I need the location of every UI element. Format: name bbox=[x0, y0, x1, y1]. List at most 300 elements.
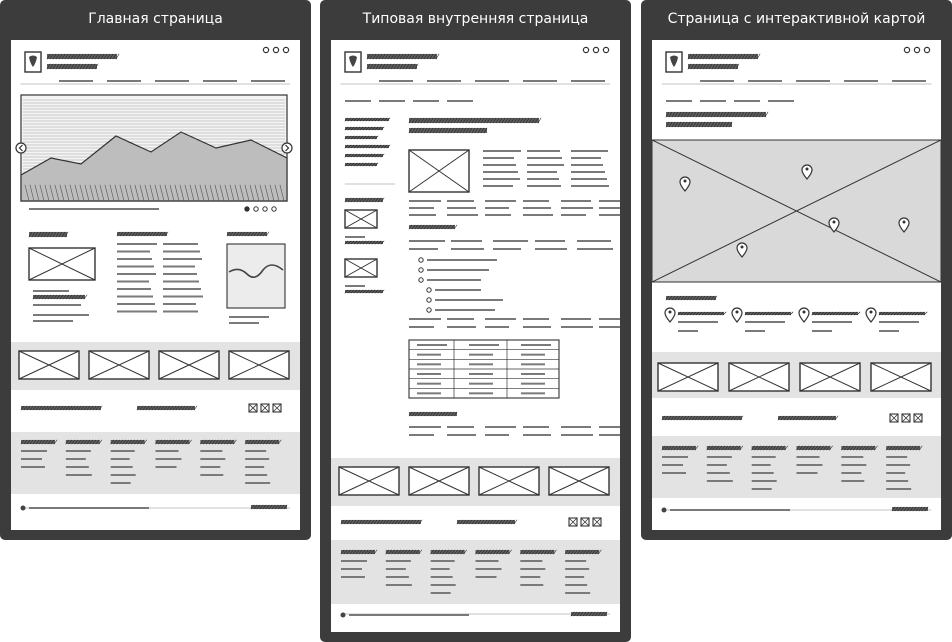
article-text-line bbox=[485, 434, 509, 436]
footer-link bbox=[111, 458, 130, 460]
events-text-line bbox=[163, 296, 203, 298]
nav-item-line bbox=[107, 80, 141, 82]
map-pin-icon bbox=[736, 311, 739, 314]
article-text-line bbox=[561, 326, 593, 328]
footer-bullet-icon bbox=[21, 506, 26, 511]
events-text-line bbox=[163, 266, 195, 268]
copyright-line bbox=[29, 507, 149, 509]
article-text-line bbox=[527, 178, 559, 180]
address-line bbox=[678, 330, 698, 332]
footer-contact-scribble bbox=[662, 416, 742, 420]
footer-link bbox=[707, 456, 732, 458]
article-text-line bbox=[571, 157, 601, 159]
article-text-line bbox=[485, 318, 516, 320]
nav-item-line bbox=[796, 80, 830, 82]
slider-dot bbox=[254, 207, 258, 211]
article-text-line bbox=[527, 185, 561, 187]
footer-link bbox=[752, 472, 774, 474]
article-text-line bbox=[535, 248, 567, 250]
map-pin-icon bbox=[870, 311, 873, 314]
footer-link bbox=[245, 474, 267, 476]
footer-link bbox=[21, 450, 47, 452]
address-line bbox=[812, 330, 832, 332]
events-text-line bbox=[117, 273, 156, 275]
article-text-line bbox=[493, 240, 528, 242]
footer-link bbox=[886, 456, 907, 458]
list-item-line bbox=[427, 279, 481, 281]
footer-heading bbox=[476, 550, 510, 554]
events-text-line bbox=[163, 281, 199, 283]
article-text-line bbox=[599, 200, 620, 202]
text-line bbox=[33, 314, 89, 316]
article-text-line bbox=[409, 426, 441, 428]
list-bullet bbox=[419, 278, 423, 282]
footer-link bbox=[200, 474, 223, 476]
text-line bbox=[229, 316, 269, 318]
article-text-line bbox=[599, 318, 620, 320]
footer-bullet-icon bbox=[662, 508, 667, 513]
nav-item-line bbox=[475, 80, 509, 82]
map-pin-icon bbox=[806, 168, 809, 171]
events-text-line bbox=[163, 303, 196, 305]
list-item-line bbox=[427, 259, 497, 261]
footer-link bbox=[752, 464, 771, 466]
text-line bbox=[33, 290, 69, 292]
address-line bbox=[879, 330, 899, 332]
footer-link bbox=[200, 450, 222, 452]
events-text-line bbox=[117, 243, 157, 245]
nav-item-line bbox=[155, 80, 189, 82]
footer-link bbox=[386, 560, 411, 562]
article-text-line bbox=[571, 185, 609, 187]
footer-link bbox=[707, 480, 733, 482]
footer-link bbox=[797, 456, 820, 458]
footer-link bbox=[341, 560, 367, 562]
slider-dot bbox=[245, 207, 249, 211]
table-cell bbox=[469, 383, 493, 385]
article-text-line bbox=[447, 200, 474, 202]
footer-link bbox=[565, 592, 590, 594]
article-text-line bbox=[485, 426, 516, 428]
article-text-line bbox=[493, 248, 521, 250]
footer-link bbox=[431, 560, 455, 562]
footer-bullet-icon bbox=[341, 613, 346, 618]
footer-link bbox=[156, 450, 179, 452]
article-text-line bbox=[447, 318, 474, 320]
map-pin-icon bbox=[866, 308, 876, 322]
footer-link bbox=[386, 584, 412, 586]
footer-columns bbox=[331, 540, 620, 604]
breadcrumb-item bbox=[734, 100, 760, 102]
window-dots-icon bbox=[904, 47, 909, 52]
article-text-line bbox=[447, 434, 476, 436]
footer-heading bbox=[111, 440, 145, 444]
footer-heading bbox=[21, 440, 55, 444]
page-title-scribble bbox=[666, 122, 732, 127]
events-text-line bbox=[117, 266, 154, 268]
table-cell bbox=[417, 363, 441, 365]
footer-link bbox=[752, 456, 776, 458]
footer-heading bbox=[707, 446, 741, 450]
window-dots-icon bbox=[583, 47, 588, 52]
map-pin-icon bbox=[665, 308, 675, 322]
footer-link bbox=[245, 450, 266, 452]
footer-link bbox=[431, 592, 451, 594]
slider-dot bbox=[263, 207, 267, 211]
breadcrumb-item bbox=[768, 100, 794, 102]
article-text-line bbox=[447, 207, 476, 209]
list-item-line bbox=[427, 269, 489, 271]
article-text-line bbox=[599, 326, 620, 328]
events-text-line bbox=[117, 311, 157, 313]
article-text-line bbox=[409, 248, 438, 250]
footer-link bbox=[707, 464, 727, 466]
footer-link bbox=[565, 576, 584, 578]
footer-link bbox=[565, 560, 586, 562]
footer-link bbox=[386, 568, 406, 570]
footer-contact-scribble bbox=[21, 406, 101, 410]
window-dots-icon bbox=[924, 47, 929, 52]
footer-link bbox=[752, 488, 772, 490]
article-text-line bbox=[577, 240, 611, 242]
article-text-line bbox=[577, 248, 613, 250]
footer-link bbox=[111, 450, 135, 452]
window-dots-icon bbox=[283, 47, 288, 52]
footer-link bbox=[797, 464, 823, 466]
footer-link bbox=[156, 466, 177, 468]
list-item-line bbox=[435, 289, 481, 291]
wireframe-map bbox=[652, 40, 941, 530]
events-text-line bbox=[117, 251, 150, 253]
article-text-line bbox=[451, 248, 484, 250]
events-text-line bbox=[117, 258, 152, 260]
list-item-line bbox=[435, 309, 495, 311]
article-text-line bbox=[527, 157, 562, 159]
events-text-line bbox=[163, 273, 197, 275]
footer-link bbox=[431, 584, 456, 586]
footer-link bbox=[245, 466, 264, 468]
footer-heading bbox=[565, 550, 599, 554]
article-text-line bbox=[571, 171, 605, 173]
footer-link bbox=[662, 472, 686, 474]
footer-link bbox=[200, 466, 220, 468]
panel-title-inner: Типовая внутренняя страница bbox=[362, 11, 589, 27]
map-pin-icon bbox=[684, 180, 687, 183]
map-pin-icon bbox=[833, 221, 836, 224]
article-text-line bbox=[523, 214, 553, 216]
footer-link bbox=[520, 560, 542, 562]
footer-heading bbox=[156, 440, 190, 444]
article-text-line bbox=[523, 207, 551, 209]
table-cell bbox=[521, 373, 545, 375]
article-text-line bbox=[485, 326, 509, 328]
nav-item-line bbox=[844, 80, 878, 82]
article-text-line bbox=[483, 157, 514, 159]
events-text-line bbox=[117, 303, 155, 305]
map-pin-icon bbox=[669, 311, 672, 314]
article-text-line bbox=[409, 200, 441, 202]
arrow-right-icon bbox=[282, 143, 292, 153]
footer-link bbox=[662, 456, 688, 458]
nav-item-line bbox=[571, 80, 605, 82]
footer-link bbox=[662, 464, 683, 466]
article-text-line bbox=[523, 434, 551, 436]
footer-link bbox=[565, 568, 589, 570]
map-heading bbox=[227, 232, 267, 236]
events-text-line bbox=[163, 243, 198, 245]
table-cell bbox=[417, 354, 441, 356]
events-text-line bbox=[117, 281, 149, 283]
article-text-line bbox=[561, 214, 586, 216]
article-text-line bbox=[523, 200, 549, 202]
footer-link bbox=[520, 584, 543, 586]
text-line bbox=[33, 320, 73, 322]
text-line bbox=[345, 236, 365, 238]
footer-heading bbox=[662, 446, 696, 450]
list-bullet bbox=[427, 308, 431, 312]
article-text-line bbox=[523, 326, 551, 328]
window-dots-icon bbox=[603, 47, 608, 52]
footer-heading bbox=[200, 440, 234, 444]
article-text-line bbox=[483, 178, 520, 180]
table-cell bbox=[417, 383, 441, 385]
map-pin-icon bbox=[732, 308, 742, 322]
footer-heading bbox=[386, 550, 420, 554]
events-text-line bbox=[163, 311, 198, 313]
article-text-line bbox=[483, 185, 513, 187]
events-text-line bbox=[163, 251, 200, 253]
wireframe-inner bbox=[331, 40, 620, 632]
article-text-line bbox=[483, 171, 518, 173]
footer-link bbox=[797, 472, 818, 474]
article-text-line bbox=[571, 164, 603, 166]
wireframe-home bbox=[11, 40, 300, 530]
article-text-line bbox=[409, 326, 434, 328]
article-text-line bbox=[599, 426, 620, 428]
nav-item-line bbox=[700, 80, 734, 82]
breadcrumb-item bbox=[379, 100, 405, 102]
footer-link bbox=[21, 458, 42, 460]
footer-heading bbox=[245, 440, 279, 444]
article-text-line bbox=[485, 207, 509, 209]
table-header-cell bbox=[521, 344, 551, 346]
footer-link bbox=[841, 480, 864, 482]
footer-link bbox=[520, 576, 540, 578]
article-text-line bbox=[535, 240, 565, 242]
window-dots-icon bbox=[593, 47, 598, 52]
article-text-line bbox=[485, 214, 511, 216]
footer-link bbox=[886, 480, 908, 482]
footer-link bbox=[156, 458, 182, 460]
footer-link bbox=[431, 568, 450, 570]
article-text-line bbox=[451, 240, 482, 242]
address-line bbox=[812, 321, 852, 323]
nav-item-line bbox=[379, 80, 413, 82]
footer-link bbox=[66, 466, 89, 468]
text-line bbox=[345, 285, 365, 287]
footer-heading bbox=[341, 550, 375, 554]
footer-heading bbox=[841, 446, 875, 450]
panel-home bbox=[0, 0, 311, 540]
article-text-line bbox=[523, 318, 549, 320]
nav-item-line bbox=[523, 80, 557, 82]
footer-link bbox=[886, 488, 911, 490]
table-cell bbox=[469, 354, 493, 356]
panel-inner bbox=[320, 0, 631, 642]
map-pin-icon bbox=[799, 308, 809, 322]
article-text-line bbox=[561, 434, 593, 436]
footer-link bbox=[341, 576, 365, 578]
map-pin-icon bbox=[803, 311, 806, 314]
article-text-line bbox=[599, 214, 620, 216]
footer-heading bbox=[66, 440, 100, 444]
footer-link bbox=[245, 482, 270, 484]
nav-item-line bbox=[203, 80, 237, 82]
table-cell bbox=[417, 392, 441, 394]
copyright-line bbox=[670, 509, 790, 511]
footer-link bbox=[752, 480, 777, 482]
table-cell bbox=[521, 354, 545, 356]
table-cell bbox=[521, 363, 545, 365]
footer-link bbox=[66, 458, 86, 460]
address-line bbox=[678, 321, 718, 323]
article-text-line bbox=[561, 426, 591, 428]
page-title-scribble bbox=[666, 112, 766, 117]
window-dots-icon bbox=[914, 47, 919, 52]
footer-link bbox=[476, 560, 499, 562]
copyright-line bbox=[349, 614, 469, 616]
list-bullet bbox=[419, 268, 423, 272]
nav-item-line bbox=[427, 80, 461, 82]
table-cell bbox=[417, 373, 441, 375]
nav-item-line bbox=[892, 80, 926, 82]
article-text-line bbox=[447, 326, 476, 328]
breadcrumb-item bbox=[447, 100, 473, 102]
table-cell bbox=[469, 392, 493, 394]
window-dots-icon bbox=[263, 47, 268, 52]
article-text-line bbox=[571, 178, 607, 180]
footer-link bbox=[841, 472, 861, 474]
footer-heading bbox=[797, 446, 831, 450]
footer-heading bbox=[431, 550, 465, 554]
article-text-line bbox=[599, 434, 620, 436]
footer-heading bbox=[752, 446, 786, 450]
footer-link bbox=[245, 458, 269, 460]
table-header-cell bbox=[469, 344, 499, 346]
table-cell bbox=[521, 392, 545, 394]
footer-link bbox=[386, 576, 409, 578]
window-dots-icon bbox=[273, 47, 278, 52]
article-text-line bbox=[485, 200, 516, 202]
article-text-line bbox=[409, 207, 434, 209]
footer-contact-scribble bbox=[341, 520, 421, 524]
map-pin-icon bbox=[741, 246, 744, 249]
slide-caption-line bbox=[29, 208, 159, 210]
article-text-line bbox=[527, 150, 560, 152]
article-text-line bbox=[561, 207, 593, 209]
table-header-cell bbox=[417, 344, 447, 346]
article-text-line bbox=[409, 318, 441, 320]
article-text-line bbox=[561, 200, 591, 202]
footer-link bbox=[66, 450, 91, 452]
slider-dot bbox=[272, 207, 276, 211]
article-text-line bbox=[523, 426, 549, 428]
nav-item-line bbox=[748, 80, 782, 82]
footer-link bbox=[520, 568, 545, 570]
footer-heading bbox=[886, 446, 920, 450]
article-text-line bbox=[409, 434, 434, 436]
footer-link bbox=[476, 576, 497, 578]
table-cell bbox=[469, 363, 493, 365]
article-text-line bbox=[409, 240, 445, 242]
breadcrumb-item bbox=[700, 100, 726, 102]
text-line bbox=[229, 322, 259, 324]
article-text-line bbox=[483, 164, 516, 166]
list-bullet bbox=[427, 298, 431, 302]
footer-link bbox=[841, 456, 863, 458]
events-text-line bbox=[117, 288, 151, 290]
map-pin-icon bbox=[903, 221, 906, 224]
breadcrumb-item bbox=[345, 100, 371, 102]
panel-title-home: Главная страница bbox=[88, 11, 223, 27]
panel-title-map: Страница с интерактивной картой bbox=[667, 11, 926, 27]
article-text-line bbox=[409, 214, 436, 216]
address-line bbox=[745, 321, 785, 323]
footer-link bbox=[565, 584, 587, 586]
footer-link bbox=[21, 466, 45, 468]
article-text-line bbox=[527, 164, 564, 166]
footer-link bbox=[200, 458, 225, 460]
list-bullet bbox=[427, 288, 431, 292]
table-cell bbox=[469, 373, 493, 375]
nav-item-line bbox=[251, 80, 285, 82]
article-text-line bbox=[527, 171, 557, 173]
panel-map bbox=[641, 0, 952, 540]
list-bullet bbox=[419, 258, 423, 262]
table-cell bbox=[521, 383, 545, 385]
footer-link bbox=[886, 464, 910, 466]
article-text-line bbox=[483, 150, 521, 152]
events-text-line bbox=[117, 296, 153, 298]
footer-heading bbox=[520, 550, 554, 554]
list-item-line bbox=[435, 299, 503, 301]
article-text-line bbox=[447, 214, 478, 216]
footer-link bbox=[111, 466, 133, 468]
breadcrumb-item bbox=[413, 100, 439, 102]
footer-link bbox=[476, 568, 502, 570]
text-line bbox=[33, 304, 81, 306]
footer-link bbox=[111, 482, 131, 484]
footer-link bbox=[341, 568, 362, 570]
footer-link bbox=[66, 474, 92, 476]
events-text-line bbox=[163, 288, 201, 290]
article-text-line bbox=[561, 318, 591, 320]
breadcrumb-item bbox=[666, 100, 692, 102]
arrow-left-icon bbox=[16, 143, 26, 153]
article-text-line bbox=[599, 207, 620, 209]
footer-link bbox=[886, 472, 905, 474]
article-text-line bbox=[447, 426, 474, 428]
footer-link bbox=[111, 474, 136, 476]
footer-link bbox=[707, 472, 730, 474]
address-line bbox=[745, 330, 765, 332]
footer-link bbox=[841, 464, 866, 466]
address-line bbox=[879, 321, 919, 323]
article-text-line bbox=[571, 150, 608, 152]
footer-link bbox=[431, 576, 453, 578]
events-text-line bbox=[163, 258, 202, 260]
nav-item-line bbox=[59, 80, 93, 82]
